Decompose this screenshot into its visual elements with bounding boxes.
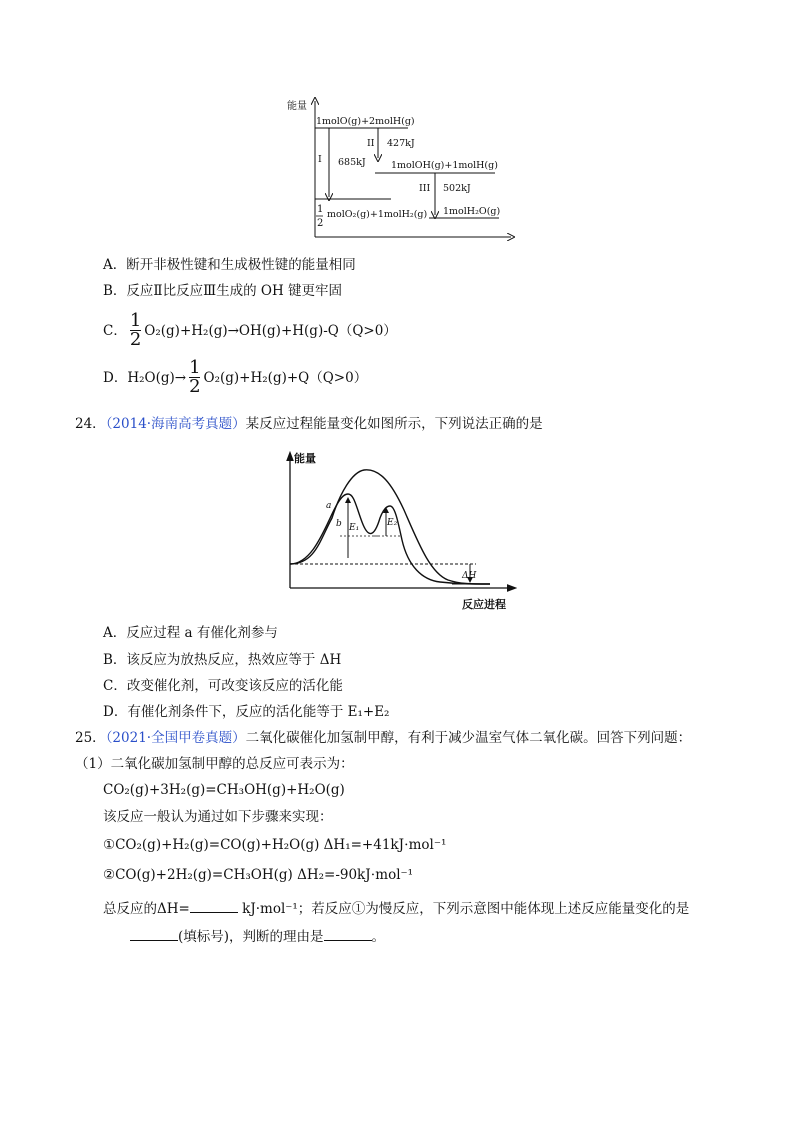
label-e2: E₂: [387, 518, 398, 528]
answer-blank-2: [130, 928, 178, 941]
option-c: [103, 312, 397, 349]
tail-end: 。: [371, 929, 386, 945]
overall-equation: CO₂(g)+3H₂(g)=CH₃OH(g)+H₂O(g): [103, 782, 345, 798]
q24-option-a: A．反应过程 a 有催化剂参与: [103, 625, 278, 641]
question-25-header: [75, 729, 691, 747]
option-d-text: O₂(g)+H₂(g)+Q（Q>0）: [203, 369, 368, 386]
label-e1: E₁: [349, 523, 360, 533]
question-number: 24．: [75, 416, 106, 432]
option-b: B．反应Ⅱ比反应Ⅲ生成的 OH 键更牢固: [103, 283, 343, 299]
frac-den: 2: [189, 376, 201, 397]
option-c-text: O₂(g)+H₂(g)→OH(g)+H(g)-Q（Q>0）: [144, 322, 397, 339]
question-stem: 二氧化碳催化加氢制甲醇，有利于减少温室气体二氧化碳。回答下列问题：: [245, 730, 692, 746]
question-total-dh: [103, 900, 689, 918]
label-b: b: [336, 519, 342, 529]
reaction-energy-chart: [280, 448, 520, 616]
energy-2: 427kJ: [387, 138, 415, 149]
curve-b: [290, 494, 490, 584]
energy-1: 685kJ: [338, 157, 366, 168]
total-dh-suffix: kJ·mol⁻¹；若反应①为慢反应，下列示意图中能体现上述反应能量变化的是: [242, 901, 690, 917]
question-source: （2021·全国甲卷真题）: [105, 730, 246, 746]
q24-option-d: D．有催化剂条件下，反应的活化能等于 E₁+E₂: [103, 704, 390, 720]
energy-3: 502kJ: [443, 183, 471, 194]
steps-intro: 该反应一般认为通过如下步骤来实现：: [103, 809, 333, 825]
mid-level-label: 1molOH(g)+1molH(g): [391, 160, 498, 171]
option-d-prefix: D．H₂O(g)→: [103, 369, 187, 386]
y-axis-label: 能量: [287, 101, 307, 112]
question-source: （2014·海南高考真题）: [105, 416, 246, 432]
frac-num: 1: [129, 310, 142, 331]
tail-mid: (填标号)，判断的理由是: [178, 929, 324, 945]
frac-den: 2: [129, 329, 142, 350]
fraction-half: [130, 312, 141, 349]
top-level-label: 1molO(g)+2molH(g): [316, 116, 415, 127]
option-a: A．断开非极性键和生成极性键的能量相同: [103, 257, 356, 273]
left-level-num: 1: [317, 204, 324, 215]
question-tail: [130, 928, 385, 946]
option-d: [103, 359, 367, 396]
roman-2: II: [367, 138, 375, 149]
y-axis-label: 能量: [294, 452, 316, 465]
q24-option-b: B．该反应为放热反应，热效应等于 ΔH: [103, 652, 342, 668]
fraction-half: [189, 359, 200, 396]
roman-1: I: [318, 154, 322, 165]
question-24-header: [75, 415, 543, 433]
step-1-equation: ①CO₂(g)+H₂(g)=CO(g)+H₂O(g) ΔH₁=+41kJ⋅mol⁻¹: [103, 837, 447, 853]
roman-3: III: [419, 183, 431, 194]
left-level-den: 2: [317, 218, 324, 229]
step-2-equation: ②CO(g)+2H₂(g)=CH₃OH(g) ΔH₂=-90kJ⋅mol⁻¹: [103, 867, 414, 883]
part-1: （1）二氧化碳加氢制甲醇的总反应可表示为：: [75, 756, 354, 772]
option-c-prefix: C．: [103, 322, 127, 339]
label-a: a: [326, 501, 332, 511]
q24-option-c: C．改变催化剂，可改变该反应的活化能: [103, 678, 343, 694]
answer-blank-3: [324, 928, 372, 941]
frac-num: 1: [189, 357, 201, 378]
low-level-label: 1molH₂O(g): [443, 206, 501, 217]
energy-level-diagram: [287, 95, 520, 250]
question-stem: 某反应过程能量变化如图所示，下列说法正确的是: [245, 416, 543, 432]
x-axis-label: 反应进程: [462, 598, 506, 611]
question-number: 25．: [75, 730, 106, 746]
total-dh-prefix: 总反应的ΔH=: [103, 901, 190, 917]
label-dh: ΔH: [462, 571, 477, 581]
left-level-label: molO₂(g)+1molH₂(g): [327, 209, 428, 220]
answer-blank-1: [190, 900, 238, 913]
